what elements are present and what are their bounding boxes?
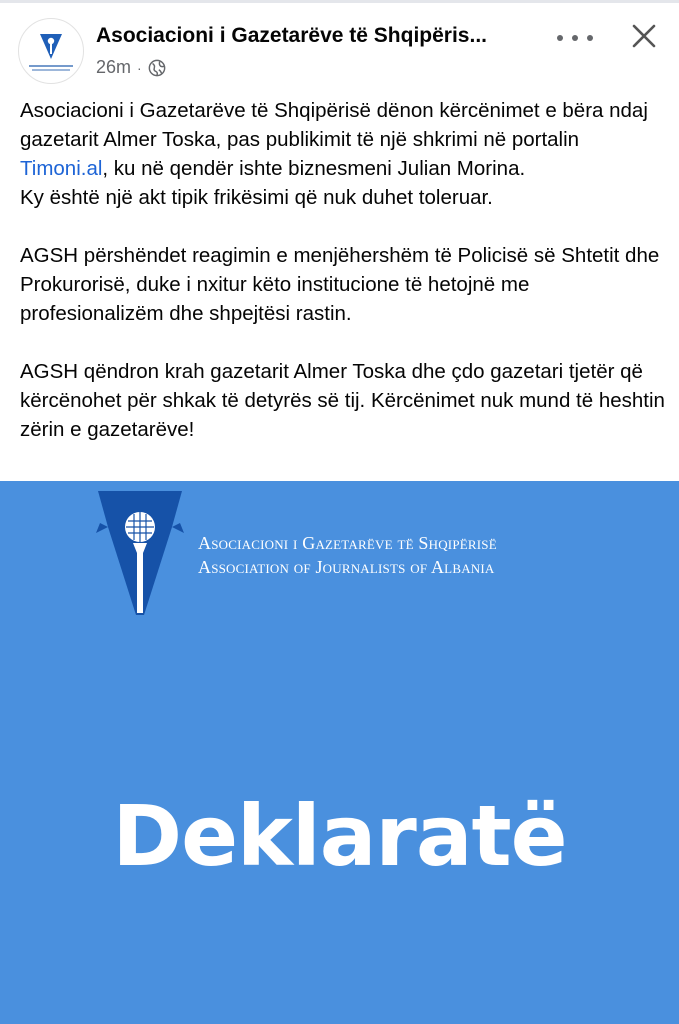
dot	[557, 35, 563, 41]
avatar-caption-line	[29, 65, 73, 67]
dot	[572, 35, 578, 41]
post-text	[20, 96, 666, 444]
org-name-sq-text: Asociacioni i Gazetarëve të Shqipërisë	[198, 533, 497, 553]
dot	[587, 35, 593, 41]
declaration-title: Deklaratë	[112, 787, 567, 885]
meta-separator: ·	[137, 59, 142, 76]
avatar-caption-line	[32, 69, 70, 71]
org-name-en	[198, 557, 495, 578]
timoni-link[interactable]: Timoni.al	[20, 157, 103, 180]
paragraph-1-text-a: Asociacioni i Gazetarëve të Shqipërisë dënon kërcënimet e bëra ndaj gazetarit Almer Toska, pas publikimit të një shkrimi në portalin	[20, 99, 648, 151]
paragraph-1-text-b: , ku në qendër ishte biznesmeni Julian Morina.	[102, 157, 526, 180]
post-time[interactable]: 26m	[96, 57, 132, 77]
pen-logo-icon	[36, 31, 66, 61]
post-meta	[96, 57, 166, 78]
page-avatar[interactable]	[18, 18, 84, 84]
page-name-link[interactable]: Asociacioni i Gazetarëve të Shqipëris...	[96, 24, 487, 47]
post-header	[0, 0, 679, 92]
pen-microphone-logo	[92, 487, 188, 619]
paragraph-2: AGSH përshëndet reagimin e menjëhershëm të Policisë së Shtetit dhe Prokurorisë, duke i nxitur këto institucione të hetojnë me profesionalizëm dhe shpejtësi rastin.	[20, 244, 660, 325]
more-options-icon[interactable]	[557, 24, 593, 52]
paragraph-1	[20, 96, 666, 212]
org-name-sq	[198, 533, 497, 554]
paragraph-1-text-c: Ky është një akt tipik frikësimi që nuk duhet toleruar.	[20, 186, 493, 209]
post-image[interactable]	[0, 481, 679, 1024]
org-name-en-text: Association of Journalists of Albania	[198, 557, 495, 577]
close-icon[interactable]	[628, 20, 660, 52]
paragraph-3: AGSH qëndron krah gazetarit Almer Toska dhe çdo gazetari tjetër që kërcënohet për shkak të detyrës së tij. Kërcënimet nuk mund të heshtin zërin e gazetarëve!	[20, 360, 665, 441]
globe-icon[interactable]	[148, 59, 166, 77]
